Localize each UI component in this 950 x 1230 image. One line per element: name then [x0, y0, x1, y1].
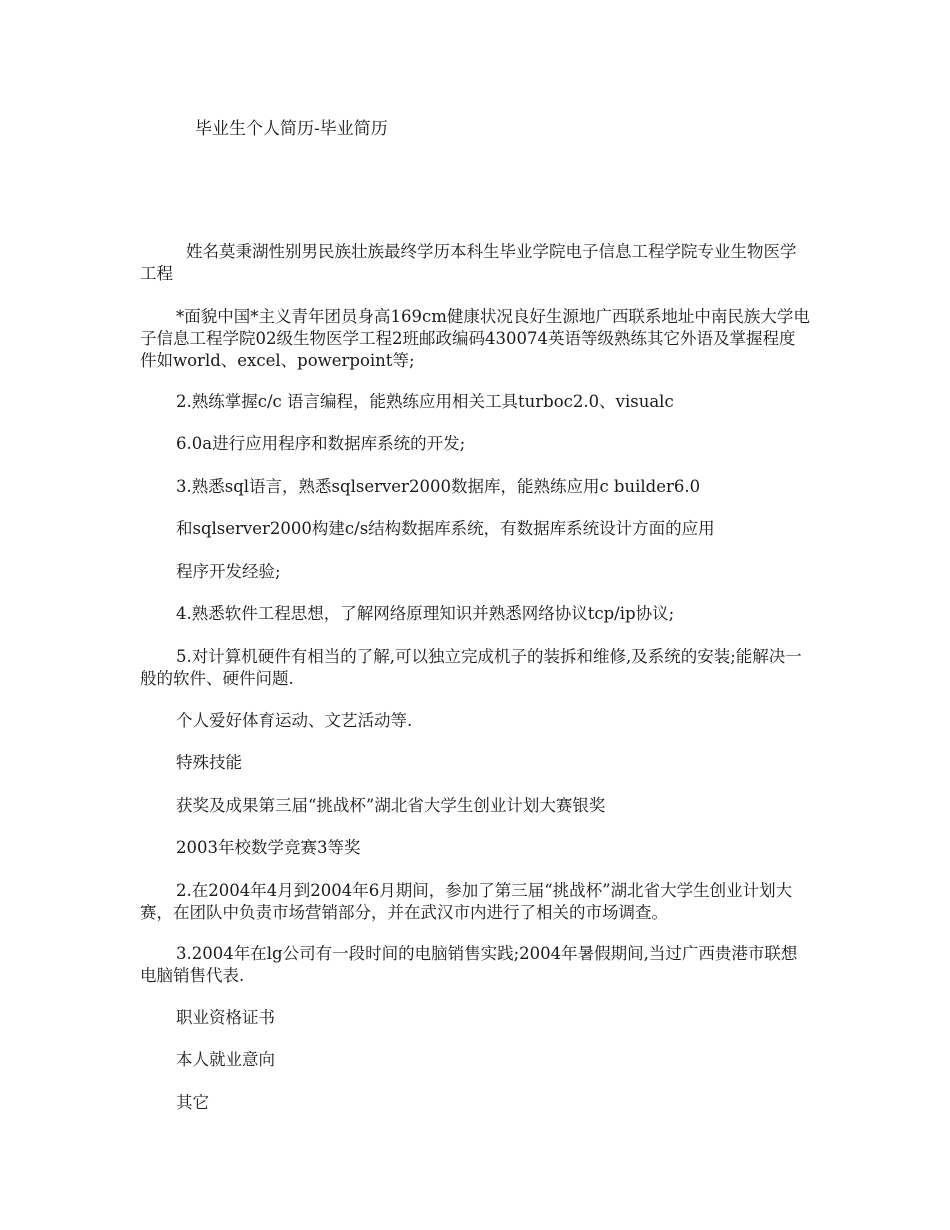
heading-certificates: 职业资格证书: [176, 1008, 275, 1027]
paragraph-personal-info: 姓名莫秉湖性别男民族壮族最终学历本科生毕业学院电子信息工程学院专业生物医学工程: [140, 242, 797, 283]
paragraph-skill-2: 2.熟练掌握c/c 语言编程，能熟练应用相关工具turboc2.0、visualc: [176, 392, 674, 411]
paragraph-skill-4: 4.熟悉软件工程思想，了解网络原理知识并熟悉网络协议tcp/ip协议;: [176, 604, 675, 623]
paragraph-skill-2-cont: 6.0a进行应用程序和数据库系统的开发;: [176, 434, 466, 453]
paragraph-awards: 获奖及成果第三届“挑战杯”湖北省大学生创业计划大赛银奖: [176, 796, 606, 815]
heading-other: 其它: [176, 1093, 209, 1112]
document-title: 毕业生个人简历-毕业简历: [195, 119, 388, 139]
paragraph-skill-5: 5.对计算机硬件有相当的了解,可以独立完成机子的装拆和维修,及系统的安装;能解决一般的软件、硬件问题.: [140, 647, 802, 688]
paragraph-background: *面貌中国*主义青年团员身高169cm健康状况良好生源地广西联系地址中南民族大学电子信息工程学院02级生物医学工程2班邮政编码430074英语等级熟练其它外语及掌握程度件如world、excel、powerpoint等;: [140, 307, 810, 370]
paragraph-math-award: 2003年校数学竞赛3等奖: [176, 838, 361, 857]
paragraph-hobbies: 个人爱好体育运动、文艺活动等.: [176, 711, 413, 730]
paragraph-skill-3-end: 程序开发经验;: [176, 562, 281, 581]
heading-special-skills: 特殊技能: [176, 753, 242, 772]
paragraph-skill-3-cont: 和sqlserver2000构建c/s结构数据库系统，有数据库系统设计方面的应用: [176, 519, 715, 538]
paragraph-skill-3: 3.熟悉sql语言，熟悉sqlserver2000数据库，能熟练应用c builder6.0: [176, 477, 701, 496]
paragraph-experience-2: 2.在2004年4月到2004年6月期间，参加了第三届“挑战杯”湖北省大学生创业计划大赛，在团队中负责市场营销部分，并在武汉市内进行了相关的市场调查。: [140, 881, 793, 922]
heading-job-intention: 本人就业意向: [176, 1050, 275, 1069]
paragraph-experience-3: 3.2004年在lg公司有一段时间的电脑销售实践;2004年暑假期间,当过广西贵港市联想电脑销售代表.: [140, 944, 798, 985]
